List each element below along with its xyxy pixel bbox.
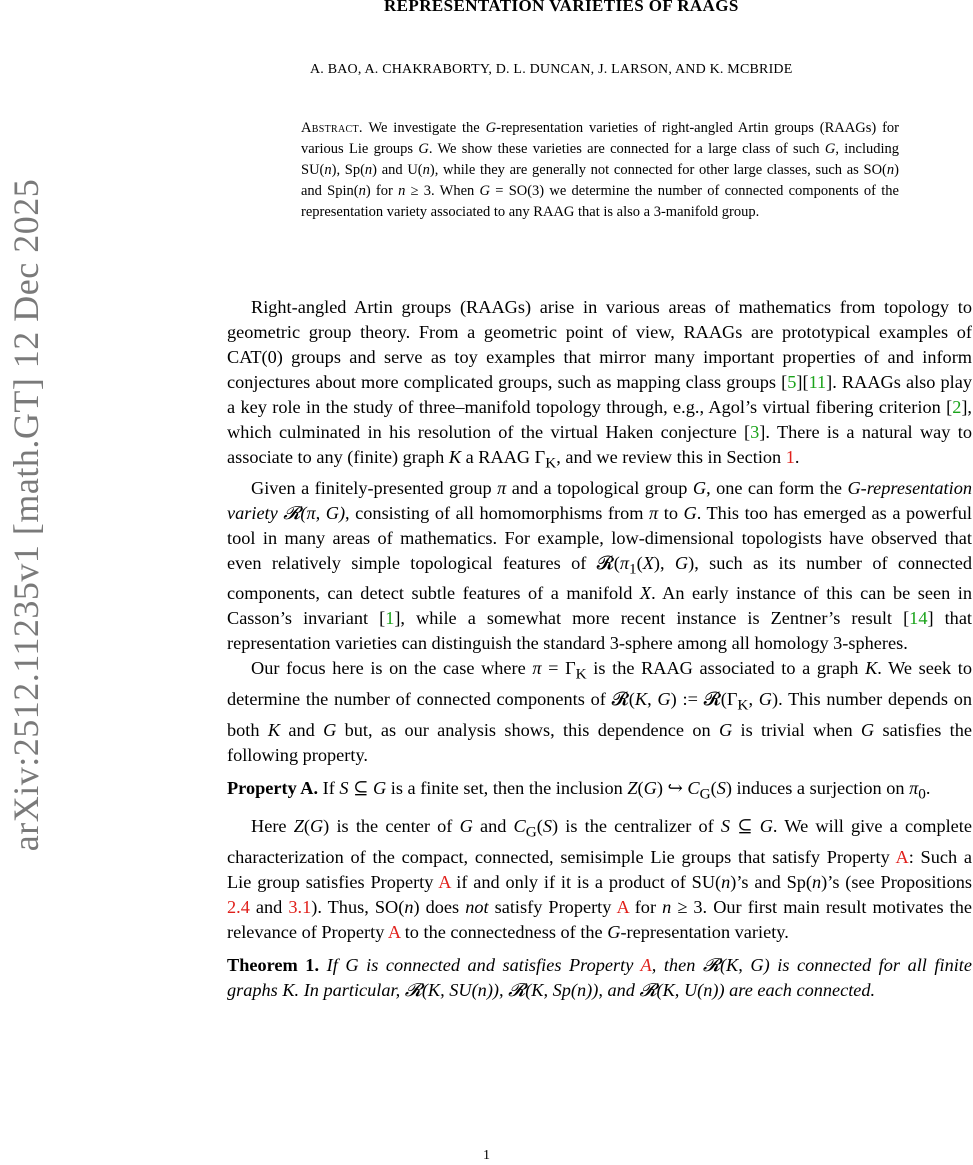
math-symbol: Z	[627, 777, 638, 798]
arxiv-identifier: arXiv:2512.11235v1 [math.GT] 12 Dec 2025	[6, 178, 46, 852]
subscript: 1	[629, 560, 637, 578]
math-symbol: G	[758, 688, 772, 709]
cross-reference-link[interactable]: A	[438, 871, 451, 892]
math-symbol: G	[323, 719, 337, 740]
cross-reference-link[interactable]: 2.4	[227, 896, 250, 917]
property-a-statement: Property A. If S ⊆ G is a finite set, then the inclusion Z(G) ↪ $C_G(S)$ induces a surjection on $\pi_0$.	[227, 777, 931, 803]
math-symbol: G	[459, 816, 473, 837]
citation-link[interactable]: 3	[750, 422, 760, 442]
math-symbol: n	[398, 183, 406, 199]
cross-reference-link[interactable]: 3.1	[288, 896, 312, 917]
subscript: G	[699, 785, 711, 803]
math-symbol: G	[683, 502, 697, 523]
citation-link[interactable]: 5	[787, 372, 797, 392]
abstract-text: We investigate the G-representation varieties of right-angled Artin groups (RAAGs) for various Lie groups G. We show these varieties are connected for a large class of such G, including SU(n), Sp(n) and U(n), while they are generally not connected for other large classes, such as SO(n) and Spin(n) for n ≥ 3. When G = SO(3) we determine the number of connected components of the representation variety associated to any RAAG that is also a 3-manifold group.	[301, 120, 899, 220]
body-text	[227, 295, 972, 1003]
arxiv-sidebar-stamp	[0, 120, 52, 910]
subscript: K	[737, 696, 749, 714]
math-symbol: n	[721, 871, 731, 892]
abstract	[301, 118, 899, 223]
math-symbol: G	[692, 477, 707, 498]
math-symbol: S	[720, 816, 731, 837]
math-symbol: π	[649, 502, 659, 523]
math-symbol: n	[364, 162, 373, 178]
math-symbol: , then 𝓡(K, G) is connected for all finite graphs K. In particular, 𝓡(K, SU(n)), 𝓡(K, Sp(n)), and 𝓡(K, U(n)) are each connected.	[227, 954, 973, 1000]
math-symbol: C	[513, 816, 526, 837]
subscript: G	[525, 823, 537, 841]
math-symbol: S	[542, 816, 552, 837]
subscript: K	[545, 454, 557, 472]
math-symbol: n	[662, 896, 672, 917]
math-symbol: n	[422, 162, 430, 178]
math-symbol: G	[824, 141, 836, 157]
math-symbol: K	[267, 719, 281, 740]
math-symbol: K	[634, 688, 648, 709]
math-symbol: X	[642, 552, 654, 573]
math-symbol: S	[716, 777, 726, 798]
math-symbol: π	[909, 777, 919, 798]
cross-reference-link[interactable]: 1	[785, 447, 795, 467]
math-symbol: G	[309, 816, 324, 837]
math-symbol: G	[479, 183, 491, 199]
subscript: 0	[918, 785, 926, 803]
math-symbol: K	[865, 658, 878, 679]
math-symbol: If G is connected and satisfies Property	[326, 954, 641, 975]
math-symbol: n	[812, 871, 822, 892]
bold-label: Theorem 1.	[227, 954, 320, 975]
math-symbol: K	[448, 447, 462, 467]
math-symbol: G	[657, 688, 671, 709]
math-symbol: n	[358, 183, 366, 199]
cross-reference-link[interactable]: A	[616, 896, 629, 917]
math-symbol: C	[687, 777, 700, 798]
author-list: A. BAO, A. CHAKRABORTY, D. L. DUNCAN, J. LARSON, AND K. MCBRIDE	[310, 62, 793, 77]
math-symbol: G	[759, 816, 773, 837]
intro-paragraph-1: Right-angled Artin groups (RAAGs) arise in various areas of mathematics from topology to geometric group theory. From a geometric point of view, RAAGs are prototypical examples of CAT(0) groups and serve as toy examples that mirror many important properties of and inform conjectures about more complicated groups, such as mapping class groups [5][11]. RAAGs also play a key role in the study of three–manifold topology through, e.g., Agol’s virtual fibering criterion [2], which culminated in his resolution of the virtual Haken conjecture [3]. There is a natural way to associate to any (finite) graph K a RAAG $\Gamma_K$, and we review this in Section 1.	[227, 297, 972, 472]
math-symbol: G	[485, 120, 497, 136]
math-symbol: G	[718, 719, 733, 740]
math-symbol: not	[465, 896, 489, 917]
citation-link[interactable]: 1	[385, 608, 395, 629]
math-symbol: π	[497, 477, 507, 498]
cross-reference-link[interactable]: A	[640, 954, 652, 975]
paper-title: REPRESENTATION VARIETIES OF RAAGS	[384, 0, 739, 15]
theorem-1-statement	[227, 953, 972, 1003]
citation-link[interactable]: 2	[952, 397, 962, 417]
math-symbol: G	[418, 141, 429, 157]
math-symbol: X	[639, 583, 652, 604]
math-symbol: n	[404, 896, 414, 917]
citation-link[interactable]: 14	[909, 608, 928, 629]
math-symbol: G	[373, 777, 387, 798]
bold-label: Property A.	[227, 777, 319, 798]
math-symbol: G	[860, 719, 875, 740]
math-symbol: π	[532, 658, 542, 679]
abstract-label: Abstract.	[301, 120, 363, 136]
math-symbol: n	[886, 162, 895, 178]
intro-paragraph-2: Given a finitely-presented group π and a topological group G, one can form the G-representation variety 𝓡(π, G), consisting of all homomorphisms from π to G. This too has emerged as a powerful tool in many areas of mathematics. For example, low-dimensional topologists have observed that even relatively simple topological features of $𝓡(\pi_1(X)$, G), such as its number of connected components, can detect subtle features of a manifold X. An early instance of this can be seen in Casson’s invariant [1], while a somewhat more recent instance is Zentner’s result [14] that representation varieties can distinguish the standard 3-sphere among all homology 3-spheres.	[227, 477, 973, 654]
math-symbol: n	[324, 162, 332, 178]
intro-paragraph-4: Here Z(G) is the center of G and $C_G(S)$ is the centralizer of S ⊆ G. We will give a complete characterization of the compact, connected, semisimple Lie groups that satisfy Property A: Such a Lie group satisfies Property A if and only if it is a product of SU(n)’s and Sp(n)’s (see Propositions 2.4 and 3.1). Thus, SO(n) does not satisfy Property A for n ≥ 3. Our first main result motivates the relevance of Property A to the connectedness of the G-representation variety.	[227, 816, 972, 942]
math-symbol: G	[607, 921, 621, 942]
math-symbol: G-representation variety 𝓡(π, G)	[227, 477, 972, 523]
intro-paragraph-3: Our focus here is on the case where $\pi = \Gamma_K$ is the RAAG associated to a graph K. We seek to determine the number of connected components of 𝓡(K, G) := $𝓡(\Gamma_K$, G). This number depends on both K and G but, as our analysis shows, this dependence on G is trivial when G satisfies the following property.	[227, 658, 973, 765]
page-number: 1	[483, 1148, 490, 1163]
math-symbol: G	[674, 552, 689, 573]
subscript: K	[575, 665, 587, 683]
citation-link[interactable]: 11	[808, 372, 827, 392]
cross-reference-link[interactable]: A	[895, 846, 909, 867]
math-symbol: Z	[293, 816, 304, 837]
cross-reference-link[interactable]: A	[387, 921, 401, 942]
math-symbol: S	[339, 777, 349, 798]
math-symbol: G	[643, 777, 657, 798]
math-symbol: π	[619, 552, 629, 573]
